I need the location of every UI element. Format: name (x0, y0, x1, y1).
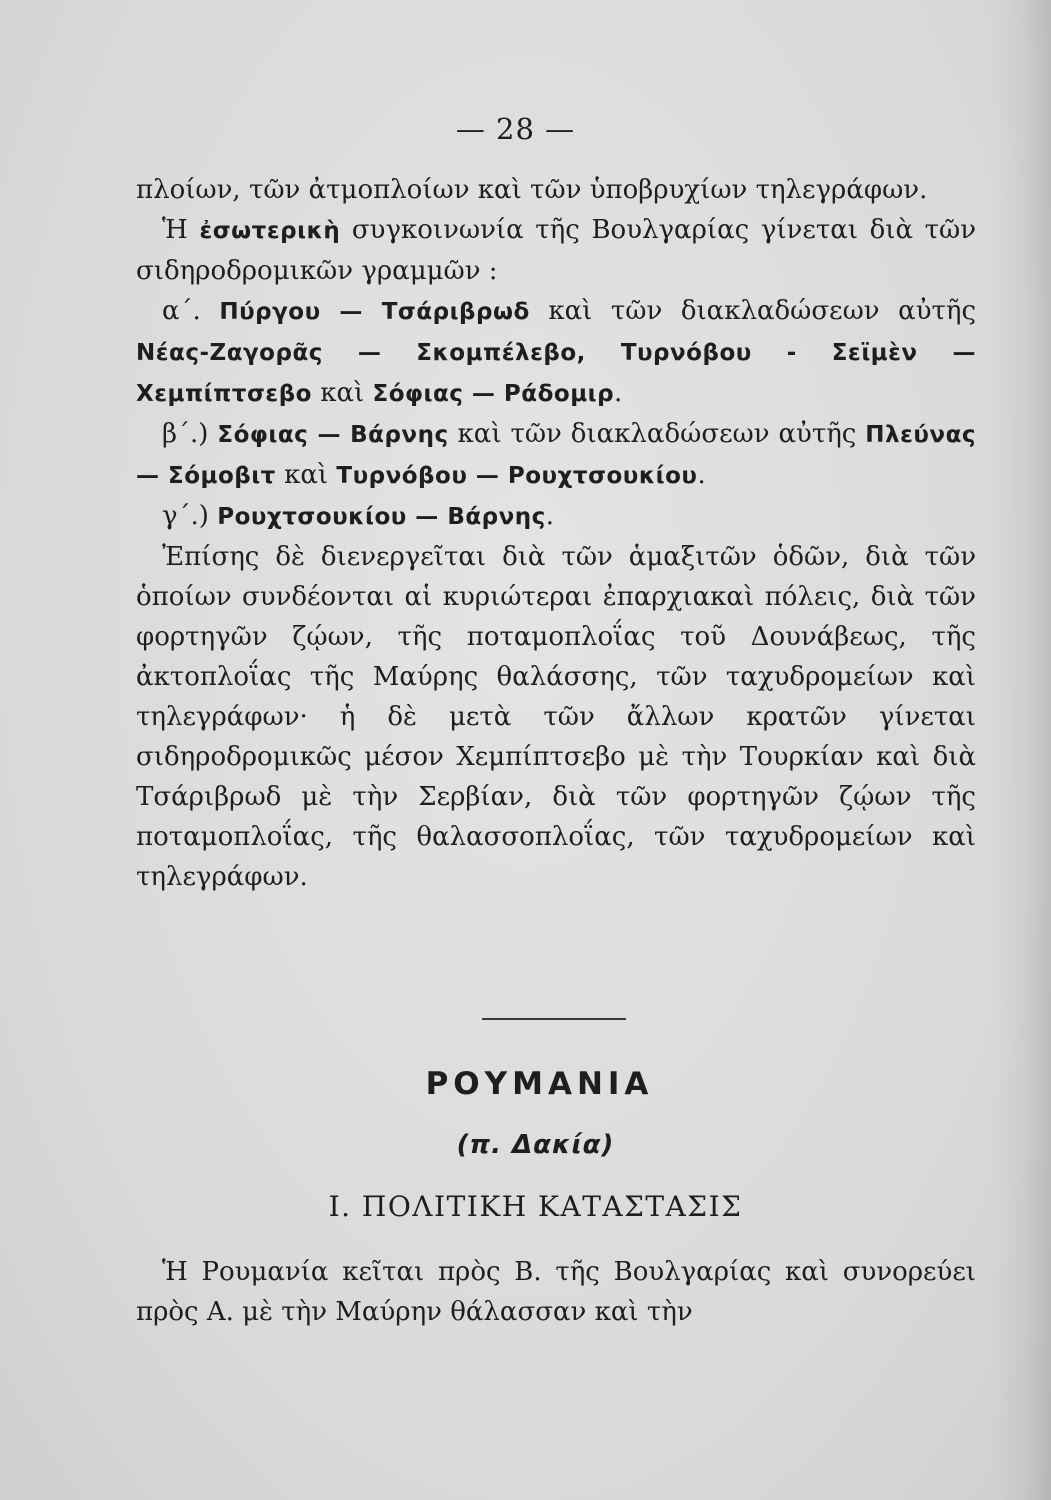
list-item-a-end: . (614, 378, 623, 408)
railway-line-a-branches: Νέας-Ζαγορᾶς — Σκομπέλεβο, Τυρνόβου - Σεϊμὲν — Χεμπίπτσεβο (136, 340, 976, 407)
section-body-text (136, 1252, 976, 1332)
railway-line-b-tarnovo: Τυρνόβου — Ρουχτσουκίου (336, 463, 698, 489)
railway-line-a-sofia: Σόφιας — Ράδομιρ (372, 381, 615, 407)
paragraph-3: Ἐπίσης δὲ διενεργεῖται διὰ τῶν ἁμαξιτῶν ὁδῶν, διὰ τῶν ὁποίων συνδέονται αἱ κυριώτεραι ἐπαρχιακαὶ πόλεις, διὰ τῶν φορτηγῶν ζῴων, τῆς ποταμοπλοΐας τοῦ Δουνάβεως, τῆς ἀκτοπλοΐας τῆς Μαύρης θαλάσσης, τῶν ταχυδρομείων καὶ τηλεγράφων· ἡ δὲ μετὰ τῶν ἄλλων κρατῶν γίνεται σιδηροδρομικῶς μέσον Χεμπίπτσεβο μὲ τὴν Τουρκίαν καὶ διὰ Τσάριβρωδ μὲ τὴν Σερβίαν, διὰ τῶν φορτηγῶν ζῴων τῆς ποταμοπλοΐας, τῆς θαλασσοπλοΐας, τῶν ταχυδρομείων καὶ τηλεγράφων. (136, 542, 976, 892)
list-item-b-end: . (697, 460, 706, 490)
section-heading: Ι. ΠΟΛΙΤΙΚΗ ΚΑΤΑΣΤΑΣΙΣ (328, 1190, 743, 1223)
list-item-a-text-2: καὶ (320, 378, 365, 408)
list-item-b-text-1: καὶ τῶν διακλαδώσεων αὐτῆς (457, 419, 857, 449)
list-marker-a: α΄. (162, 296, 201, 326)
paragraph-2-start: Ἡ (162, 215, 188, 245)
list-item-c (136, 496, 976, 537)
paragraph-2 (136, 210, 976, 291)
ancient-name-subheading: (π. Δακία) (456, 1130, 615, 1160)
list-item-c-end: . (545, 501, 555, 531)
railway-line-b-pleven: Πλεύνας — Σόμοβιτ (136, 422, 977, 489)
railway-line-b-main: Σόφιας — Βάρνης (217, 422, 449, 448)
body-text (136, 170, 976, 897)
railway-line-a-main: Πύργου — Τσάριβρωδ (219, 299, 530, 325)
railway-line-c: Ρουχτσουκίου — Βάρνης (217, 504, 546, 530)
list-item-b-text-2: καὶ (284, 460, 329, 490)
section-paragraph-1: Ἡ Ρουμανία κεῖται πρὸς Β. τῆς Βουλγαρίας καὶ συνορεύει πρὸς Α. μὲ τὴν Μαύρην θάλασσαν καὶ τὴν (136, 1257, 976, 1327)
list-item-b (136, 414, 976, 496)
list-marker-b: β΄.) (162, 419, 209, 449)
section-divider (482, 1018, 626, 1020)
page-gutter-shadow (991, 0, 1051, 1500)
list-item-a (136, 291, 976, 414)
list-item-a-text-1: καὶ τῶν διακλαδώσεων αὐτῆς (548, 296, 977, 326)
country-heading: ΡΟΥΜΑΝΙΑ (425, 1066, 654, 1102)
page-number: — 28 — (455, 112, 576, 146)
bold-term-internal: ἐσωτερικὴ (199, 218, 341, 244)
list-marker-c: γ΄.) (162, 501, 209, 531)
paragraph-1: πλοίων, τῶν ἀτμοπλοίων καὶ τῶν ὑποβρυχίων τηλεγράφων. (136, 175, 928, 205)
paragraph-2-rest: συγκοινωνία τῆς Βουλγαρίας γίνεται διὰ τῶν σιδηροδρομικῶν γραμμῶν : (136, 215, 977, 286)
